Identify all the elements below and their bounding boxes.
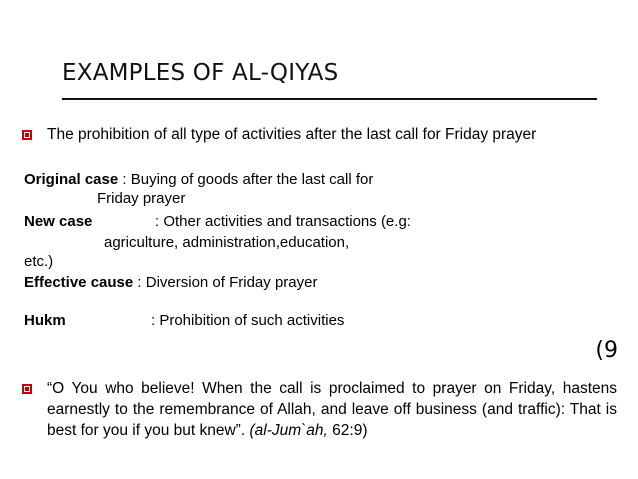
quote-body: “O You who believe! When the call is proclaimed to prayer on Friday, hastens earnestly to the remembrance of Allah, and leave off business (and traffic): That is best for you if you but knew”. bbox=[47, 380, 617, 439]
original-case-label: Original case bbox=[24, 171, 119, 188]
hukm-label: Hukm bbox=[24, 312, 66, 329]
original-case-continuation: Friday prayer bbox=[97, 190, 186, 207]
original-case-row bbox=[24, 170, 373, 190]
hukm-row bbox=[24, 311, 66, 331]
square-bullet-icon bbox=[22, 384, 32, 394]
original-case-value: : Buying of goods after the last call for bbox=[118, 171, 374, 188]
quote-text bbox=[47, 378, 617, 441]
new-case-label: New case bbox=[24, 213, 93, 230]
hukm-value: : Prohibition of such activities bbox=[151, 312, 345, 329]
quote-citation-source: (al-Jum`ah, bbox=[249, 422, 328, 439]
effective-cause-value: : Diversion of Friday prayer bbox=[133, 274, 318, 291]
title-underline bbox=[62, 98, 597, 100]
reference-fragment: (9 bbox=[595, 338, 618, 363]
slide-title: EXAMPLES OF AL-QIYAS bbox=[62, 60, 339, 86]
new-case-row bbox=[24, 212, 92, 232]
new-case-value: : Other activities and transactions (e.g: bbox=[155, 213, 411, 230]
quote-citation-verse: 62:9) bbox=[327, 422, 368, 439]
effective-cause-row bbox=[24, 273, 317, 293]
bullet-text-prohibition: The prohibition of all type of activities after the last call for Friday prayer bbox=[47, 126, 537, 143]
square-bullet-icon bbox=[22, 130, 32, 140]
new-case-continuation-2: etc.) bbox=[24, 253, 54, 270]
effective-cause-label: Effective cause bbox=[24, 274, 134, 291]
new-case-continuation: agriculture, administration,education, bbox=[104, 234, 350, 251]
